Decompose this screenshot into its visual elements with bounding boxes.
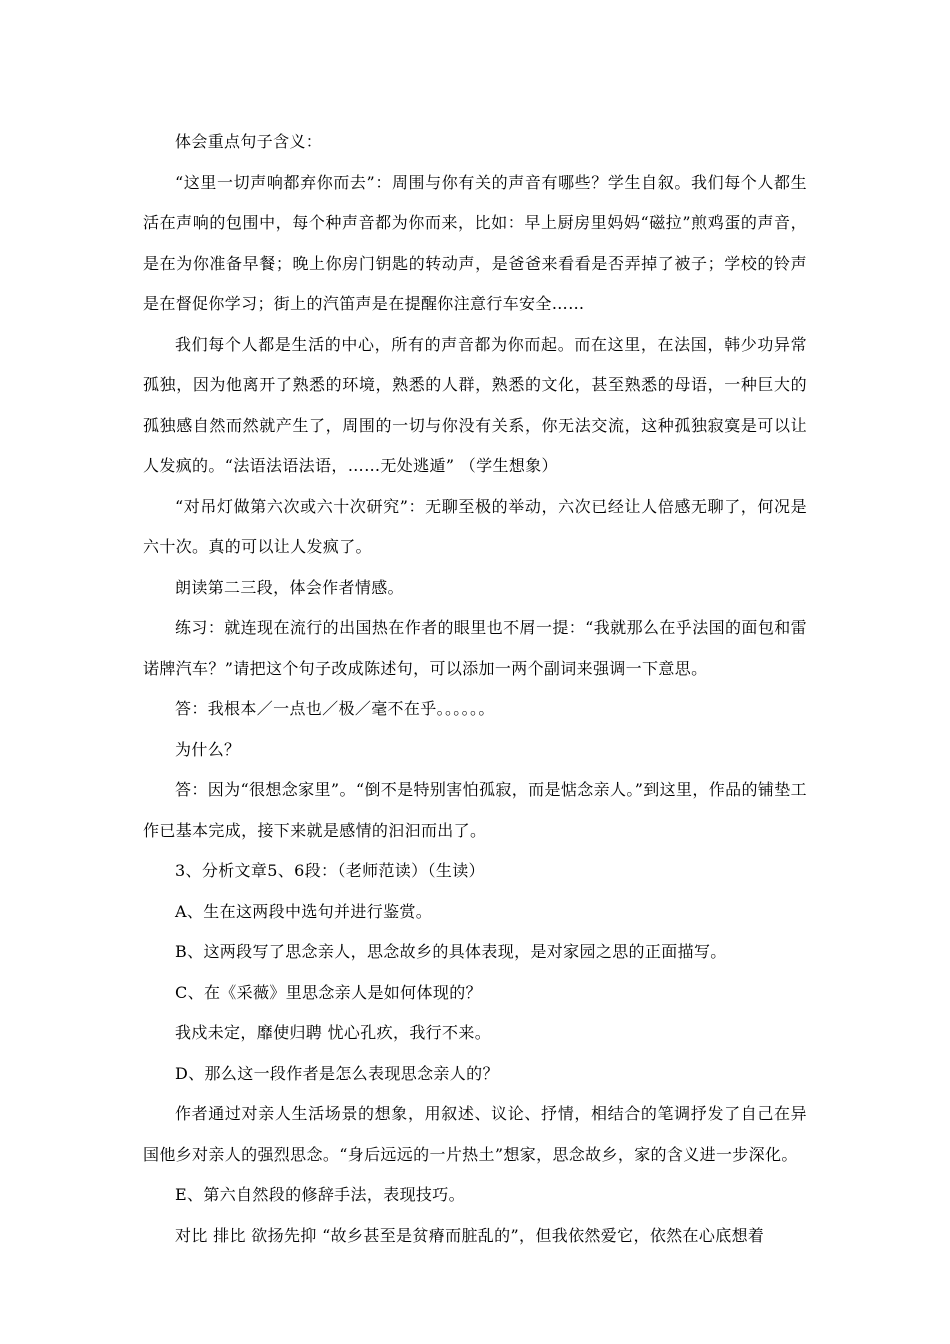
paragraph-item-a: A、生在这两段中选句并进行鉴赏。 <box>175 901 433 921</box>
paragraph-exercise: 练习：就连现在流行的出国热在作者的眼里也不屑一提：“我就那么在乎法国的面包和雷诺牌汽车？”请把这个句子改成陈述句，可以添加一两个副词来强调一下意思。 <box>143 618 807 678</box>
paragraph-caiwei-quote: 我戍未定，靡使归聘 忧心孔疚，我行不来。 <box>175 1023 492 1042</box>
document-body <box>143 122 807 1256</box>
paragraph-question-why: 为什么？ <box>175 739 241 759</box>
paragraph-sounds-analysis: “这里一切声响都弃你而去”：周围与你有关的声音有哪些？学生自叙。我们每个人都生活在声响的包围中，每个种声音都为你而来，比如：早上厨房里妈妈“磁拉”煎鸡蛋的声音，是在为你准备早餐；晚上你房门钥匙的转动声，是爸爸来看看是否弄掉了被子；学校的铃声是在督促你学习；街上的汽笛声是在提醒你注意行车安全…… <box>143 172 807 313</box>
paragraph-section-3-heading: 3、分析文章5、6段：（老师范读）（生读） <box>175 861 485 880</box>
paragraph-answer-2: 答：因为“很想念家里”。“倒不是特别害怕孤寂，而是惦念亲人。”到这里，作品的铺垫工作已基本完成，接下来就是感情的汩汩而出了。 <box>143 780 807 840</box>
paragraph-answer-1: 答：我根本／一点也／极／毫不在乎。。。。。。 <box>175 699 495 718</box>
paragraph-author-analysis: 作者通过对亲人生活场景的想象，用叙述、议论、抒情，相结合的笔调抒发了自己在异国他乡对亲人的强烈思念。“身后远远的一片热土”想家，思念故乡，家的含义进一步深化。 <box>143 1104 807 1164</box>
paragraph-item-d: D、那么这一段作者是怎么表现思念亲人的？ <box>175 1063 499 1083</box>
paragraph-loneliness-analysis: 我们每个人都是生活的中心，所有的声音都为你而起。而在这里，在法国，韩少功异常孤独，因为他离开了熟悉的环境，熟悉的人群，熟悉的文化，甚至熟悉的母语，一种巨大的孤独感自然而然就产生了，周围的一切与你没有关系，你无法交流，这种孤独寂寞是可以让人发疯的。“法语法语法语，……无处逃遁” （学生想象） <box>143 334 807 475</box>
paragraph-item-c: C、在《采薇》里思念亲人是如何体现的？ <box>175 982 482 1002</box>
paragraph-key-sentences-heading: 体会重点句子含义： <box>175 132 323 151</box>
paragraph-item-e: E、第六自然段的修辞手法，表现技巧。 <box>175 1185 465 1204</box>
paragraph-chandelier-analysis: “对吊灯做第六次或六十次研究”：无聊至极的举动，六次已经让人倍感无聊了，何况是六十次。真的可以让人发疯了。 <box>143 496 807 556</box>
paragraph-item-b: B、这两段写了思念亲人，思念故乡的具体表现，是对家园之思的正面描写。 <box>175 942 727 961</box>
paragraph-reading-task: 朗读第二三段，体会作者情感。 <box>175 577 404 597</box>
paragraph-rhetoric-techniques: 对比 排比 欲扬先抑 “故乡甚至是贫瘠而脏乱的”，但我依然爱它，依然在心底想着 <box>175 1225 765 1245</box>
